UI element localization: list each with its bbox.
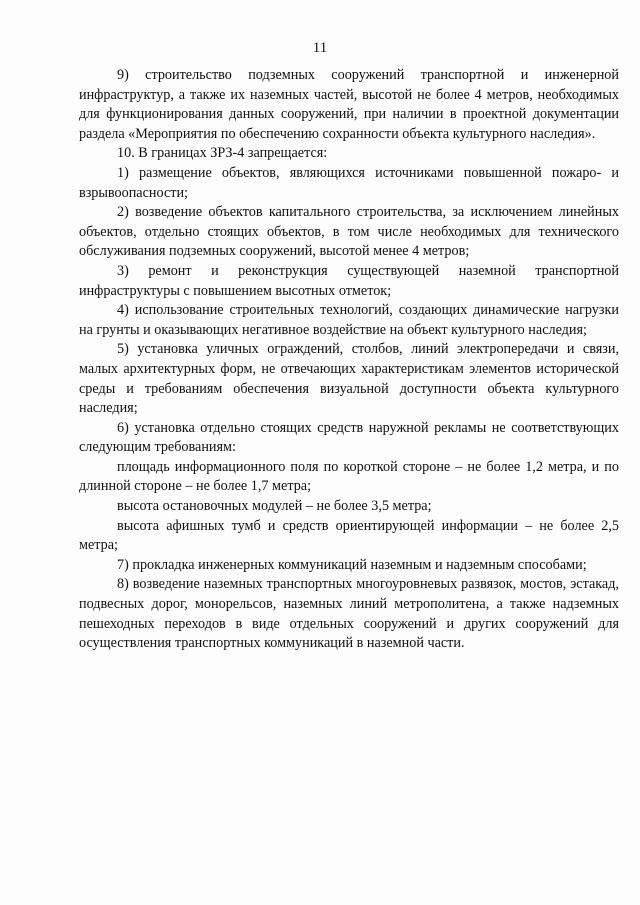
paragraph-item-4-construction-technologies: 4) использование строительных технологий, создающих динамические нагрузки на грунты и оказывающих негативное воздействие на объект культурного наследия; [79,302,619,338]
paragraph-item-5-street-fences: 5) установка уличных ограждений, столбов, линий электропередачи и связи, малых архитектурных форм, не отвечающих характеристикам элементов исторической среды и требованиям обеспечения визуальной доступности объекта культурного наследия; [79,341,619,417]
page-number: 11 [312,40,328,56]
paragraph-info-field-size: площадь информационного поля по короткой стороне – не более 1,2 метра, и по длинной стороне – не более 1,7 метра; [79,458,619,495]
paragraph-item-7-utilities: 7) прокладка инженерных коммуникаций наземным и надземным способами; [117,556,587,573]
paragraph-poster-pillar-height: высота афишных тумб и средств ориентирующей информации – не более 2,5 метра; [79,517,619,554]
paragraph-item-9-construction-underground: 9) строительство подземных сооружений транспортной и инженерной инфраструктур, а также их наземных частей, высотой не более 4 метров, необходимых для функционирования данных сооружений, при наличии в проектной документации раздела «Мероприятия по обеспечению сохранности объекта культурного наследия». [79,67,619,142]
paragraph-item-8-transport-interchanges: 8) возведение наземных транспортных многоуровневых развязок, мостов, эстакад, подвесных дорог, монорельсов, наземных линий метрополитена, а также надземных пешеходных переходов в виде отдельных сооружений и других сооружений для осуществления транспортных коммуникаций в наземной части. [79,576,619,652]
paragraph-item-3-transport-repair: 3) ремонт и реконструкция существующей наземной транспортной инфраструктуры с повышением высотных отметок; [79,262,619,299]
paragraph-zrz4-heading: 10. В границах ЗРЗ-4 запрещается: [117,145,328,162]
paragraph-item-6-advertising: 6) установка отдельно стоящих средств наружной рекламы не соответствующих следующим требованиям: [79,419,619,456]
paragraph-item-2-capital-construction: 2) возведение объектов капитального строительства, за исключением линейных объектов, отдельно стоящих объектов, в том числе необходимых для технического обслуживания подземных сооружений, высотой менее 4 метров; [79,204,619,260]
paragraph-item-1-hazardous-objects: 1) размещение объектов, являющихся источниками повышенной пожаро- и взрывоопасности; [79,164,619,201]
paragraph-bus-stop-height: высота остановочных модулей – не более 3,5 метра; [117,498,432,515]
document-body [79,66,619,654]
